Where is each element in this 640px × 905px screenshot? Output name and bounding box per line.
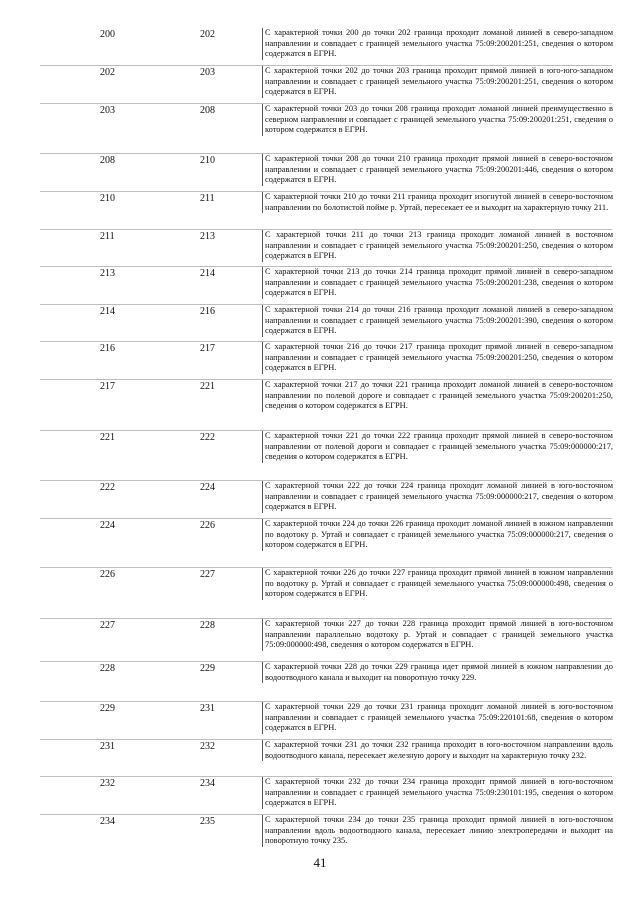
boundary-description: С характерной точки 222 до точки 224 граница проходит ломаной линией в юго-восточном направлении и совпадает с границей земельного участка 75:09:000000:217, сведения о котором содержатся в ЕГРН. [262,481,613,513]
boundary-description: С характерной точки 200 до точки 202 граница проходит ломаной линией в северо-западном направлении и совпадает с границей земельного участка 75:09:200201:251, сведения о котором содержатся в ЕГРН. [262,28,613,60]
row-divider [40,661,612,662]
point-from: 231 [100,741,115,752]
point-to: 213 [200,231,215,242]
row-divider [40,430,612,431]
point-to: 210 [200,155,215,166]
point-from: 228 [100,663,115,674]
row-divider [40,341,612,342]
boundary-description: С характерной точки 216 до точки 217 граница проходит прямой линией в северо-западном направлении и совпадает с границей земельного участка 75:09:200201:250, сведения о котором содержатся в ЕГРН. [262,342,613,374]
point-from: 217 [100,381,115,392]
table-row [40,777,612,815]
boundary-description: С характерной точки 224 до точки 226 граница проходит ломаной линией в южном направлении по водотоку р. Уртай и совпадает с границей земельного участка 75:09:000000:217, сведения о котором содержатся в ЕГРН. [262,519,613,551]
boundary-description: С характерной точки 203 до точки 208 граница проходит ломаной линией преимущественно в северном направлении и совпадает с границей земельного участка 75:09:200201:251, сведения о котором содержатся в ЕГРН. [262,104,613,136]
table-row [40,431,612,481]
point-to: 222 [200,432,215,443]
table-row [40,380,612,431]
table-row [40,815,612,855]
boundary-description: С характерной точки 226 до точки 227 граница проходит прямой линией в южном направлении по водотоку р. Уртай и совпадает с границей земельного участка 75:09:000000:498, сведения о котором содержатся в ЕГРН. [262,568,613,600]
table-row [40,481,612,519]
table-row [40,267,612,305]
boundary-description: С характерной точки 229 до точки 231 граница проходит ломаной линией в юго-восточном направлении и совпадает с границей земельного участка 75:09:220101:68, сведения о котором содержатся в ЕГРН. [262,702,613,734]
table-row [40,568,612,619]
point-from: 226 [100,569,115,580]
point-from: 221 [100,432,115,443]
boundary-description: С характерной точки 214 до точки 216 граница проходит ломаной линией в северо-западном направлении и совпадает с границей земельного участка 75:09:200201:390, сведения о котором содержатся в ЕГРН. [262,305,613,337]
point-to: 228 [200,620,215,631]
point-from: 232 [100,778,115,789]
table-row [40,740,612,777]
boundary-description: С характерной точки 211 до точки 213 граница проходит ломаной линией в восточном направлении и совпадает с границей земельного участка 75:09:200201:250, сведения о котором содержатся в ЕГРН. [262,230,613,262]
table-row [40,104,612,154]
point-to: 203 [200,67,215,78]
row-divider [40,814,612,815]
row-divider [40,701,612,702]
row-divider [40,567,612,568]
table-row [40,619,612,662]
boundary-description: С характерной точки 210 до точки 211 граница проходит изогнутой линией в северо-восточном направлении по болотистой пойме р. Уртай, пересекает ее и выходит на характерную точку 211. [262,192,613,213]
page-number: 41 [313,855,327,870]
table-row [40,192,612,230]
point-to: 235 [200,816,215,827]
boundary-description: С характерной точки 234 до точки 235 граница проходит прямой линией в юго-восточном направлении вдоль водоотводного канала, пересекает линию электропередачи и выходит на поворотную точку 235. [262,815,613,847]
table-row [40,662,612,702]
point-to: 224 [200,482,215,493]
point-from: 203 [100,105,115,116]
boundary-description: С характерной точки 227 до точки 228 граница проходит прямой линией в юго-восточном направлении параллельно водотоку р. Уртай и совпадает с границей земельного участка 75:09:000000:498, сведения о котором содержатся в ЕГРН. [262,619,613,651]
row-divider [40,229,612,230]
table-row [40,230,612,267]
table-row [40,519,612,568]
boundary-description: С характерной точки 231 до точки 232 граница проходит в юго-восточном направлении вдоль водоотводного канала, пересекает железную дорогу и выходит на характерную точку 232. [262,740,613,761]
table-row [40,702,612,740]
point-from: 227 [100,620,115,631]
point-from: 200 [100,29,115,40]
boundary-description: С характерной точки 217 до точки 221 граница проходит ломаной линией в северо-восточном направлении по полевой дороге и совпадает с границей земельного участка 75:09:200201:250, сведения о котором содержатся в ЕГРН. [262,380,613,412]
point-from: 234 [100,816,115,827]
point-from: 210 [100,193,115,204]
point-from: 202 [100,67,115,78]
table-row [40,342,612,380]
row-divider [40,618,612,619]
row-divider [40,518,612,519]
row-divider [40,480,612,481]
point-to: 221 [200,381,215,392]
row-divider [40,776,612,777]
point-from: 213 [100,268,115,279]
point-to: 208 [200,105,215,116]
point-from: 224 [100,520,115,531]
row-divider [40,65,612,66]
table-row [40,154,612,192]
point-to: 214 [200,268,215,279]
point-to: 202 [200,29,215,40]
table-row [40,28,612,66]
point-to: 232 [200,741,215,752]
row-divider [40,739,612,740]
point-to: 216 [200,306,215,317]
row-divider [40,191,612,192]
row-divider [40,379,612,380]
point-to: 234 [200,778,215,789]
boundary-description: С характерной точки 221 до точки 222 граница проходит прямой линией в северо-восточном направлении от полевой дороги и совпадает с границей земельного участка 75:09:000000:217, сведения о котором содержатся в ЕГРН. [262,431,613,463]
point-from: 222 [100,482,115,493]
point-from: 208 [100,155,115,166]
point-from: 214 [100,306,115,317]
row-divider [40,153,612,154]
point-to: 211 [200,193,215,204]
point-from: 229 [100,703,115,714]
point-from: 216 [100,343,115,354]
row-divider [40,266,612,267]
boundary-description: С характерной точки 228 до точки 229 граница идет прямой линией в южном направлении до водоотводного канала и выходит на поворотную точку 229. [262,662,613,683]
point-to: 231 [200,703,215,714]
point-from: 211 [100,231,115,242]
boundary-description: С характерной точки 232 до точки 234 граница проходит прямой линией в юго-восточном направлении и совпадает с границей земельного участка 75:09:230101:195, сведения о котором содержатся в ЕГРН. [262,777,613,809]
table-row [40,66,612,104]
row-divider [40,304,612,305]
boundary-description: С характерной точки 208 до точки 210 граница проходит прямой линией в северо-восточном направлении и совпадает с границей земельного участка 75:09:200201:446, сведения о котором содержатся в ЕГРН. [262,154,613,186]
point-to: 229 [200,663,215,674]
point-to: 227 [200,569,215,580]
point-to: 226 [200,520,215,531]
boundary-description: С характерной точки 202 до точки 203 граница проходит прямой линией в юго-юго-западном направлении и совпадает с границей земельного участка 75:09:200201:251, сведения о котором содержатся в ЕГРН. [262,66,613,98]
table-row [40,305,612,342]
boundary-description: С характерной точки 213 до точки 214 граница проходит прямой линией в северо-западном направлении и совпадает с границей земельного участка 75:09:200201:238, сведения о котором содержатся в ЕГРН. [262,267,613,299]
row-divider [40,103,612,104]
point-to: 217 [200,343,215,354]
